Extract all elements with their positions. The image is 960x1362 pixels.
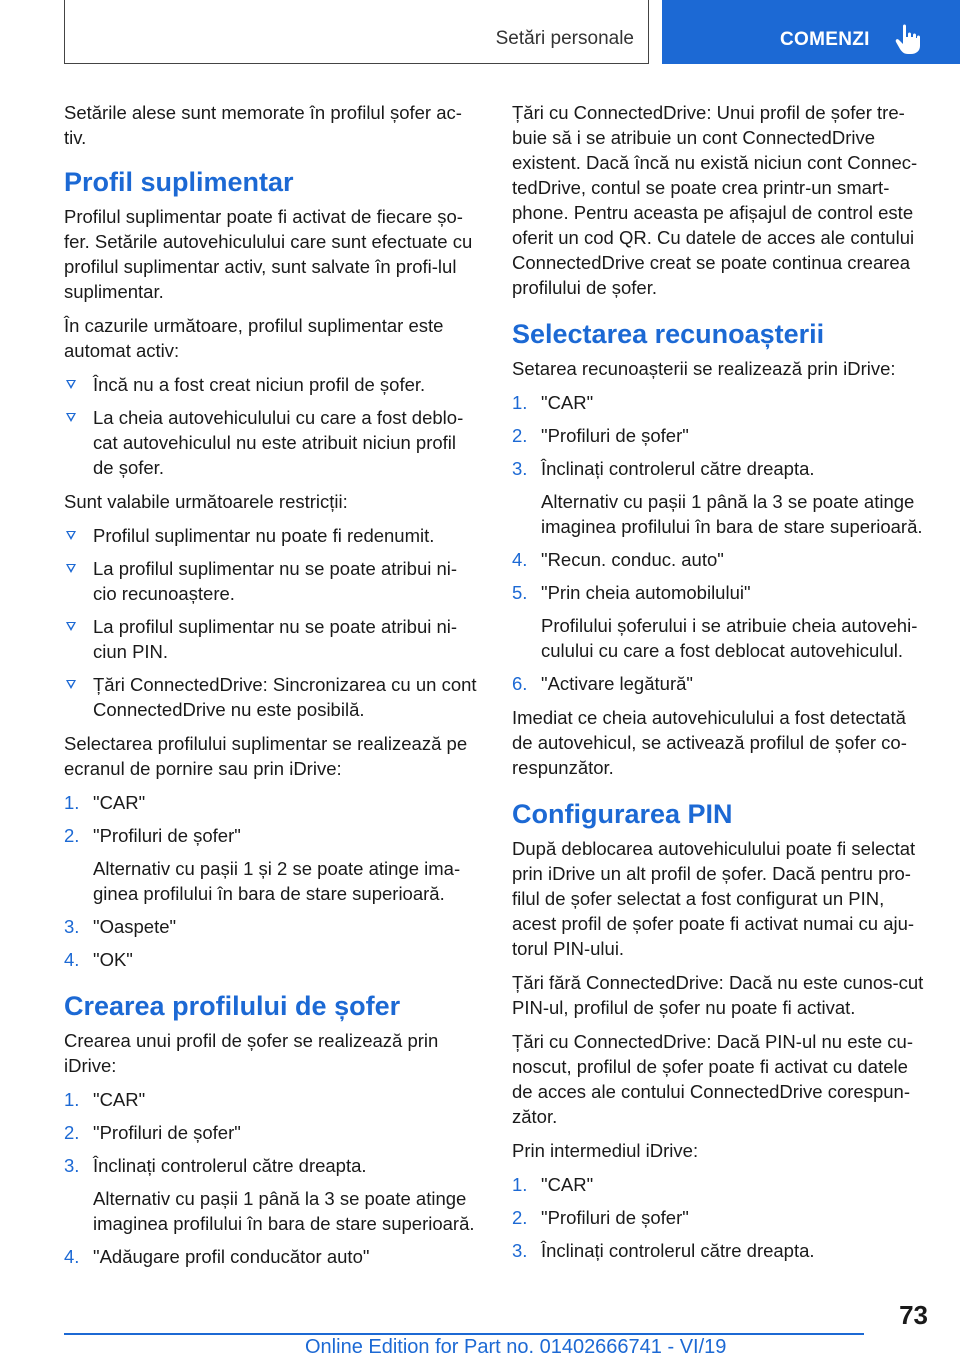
- step-text: "Oaspete": [93, 916, 177, 937]
- heading-profil-suplimentar: Profil suplimentar: [64, 167, 294, 197]
- step-text: "Profiluri de șofer": [93, 1122, 241, 1143]
- paragraph: După deblocarea autovehiculului poate fi selectat prin iDrive un alt profil de șofer. Dacă pentru pro-filul de șofer selectat a fost configurat un PIN, acest profil de șofer poate fi activat numai cu aju-torul PIN-ului.: [512, 838, 916, 959]
- triangle-bullet-icon: [66, 531, 76, 540]
- section-title: Setări personale: [495, 28, 634, 49]
- list-item: [64, 372, 478, 397]
- step-number: 4.: [64, 1246, 80, 1267]
- step-number: 2.: [512, 1207, 528, 1228]
- step-item: [512, 1238, 928, 1263]
- step-item: [512, 423, 928, 448]
- list-item: [64, 614, 478, 664]
- paragraph: Profilul suplimentar poate fi activat de fiecare șo-fer. Setările autovehiculului care sunt efectuate cu profilul suplimentar activ, sunt salvate în profi-lul suplimentar.: [64, 206, 473, 302]
- list-item: [64, 672, 478, 722]
- step-text: "Recun. conduc. auto": [541, 549, 724, 570]
- step-number: 2.: [512, 425, 528, 446]
- list-item: [64, 405, 478, 480]
- heading-crearea-profilului: Crearea profilului de șofer: [64, 991, 401, 1021]
- step-note: Alternativ cu pașii 1 până la 3 se poate atinge imaginea profilului în bara de stare superioară.: [93, 1188, 475, 1234]
- step-list: [512, 1172, 928, 1263]
- step-number: 3.: [64, 1155, 80, 1176]
- paragraph: Selectarea profilului suplimentar se realizează pe ecranul de pornire sau prin iDrive:: [64, 733, 468, 779]
- step-number: 4.: [64, 949, 80, 970]
- list-item-text: La cheia autovehiculului cu care a fost deblo-cat autovehiculul nu este atribuit niciun profil de șofer.: [93, 407, 464, 478]
- paragraph: În cazurile următoare, profilul suplimentar este automat activ:: [64, 315, 444, 361]
- list-item-text: Profilul suplimentar nu poate fi redenumit.: [93, 525, 435, 546]
- step-number: 1.: [64, 792, 80, 813]
- step-text: Înclinați controlerul către dreapta.: [93, 1155, 367, 1176]
- step-text: "CAR": [541, 1174, 594, 1195]
- heading-selectarea-recunoasterii: Selectarea recunoașterii: [512, 319, 825, 349]
- step-note: Alternativ cu pașii 1 până la 3 se poate atinge imaginea profilului în bara de stare superioară.: [541, 491, 923, 537]
- footer-divider: [64, 1333, 864, 1335]
- step-item: [512, 671, 928, 696]
- step-text: "Activare legătură": [541, 673, 693, 694]
- step-list: [64, 790, 478, 972]
- step-list: [64, 1087, 478, 1269]
- paragraph: Prin intermediul iDrive:: [512, 1140, 699, 1161]
- step-item: [512, 1205, 928, 1230]
- triangle-bullet-icon: [66, 564, 76, 573]
- paragraph: Crearea unui profil de șofer se realizează prin iDrive:: [64, 1030, 439, 1076]
- paragraph: Setarea recunoașterii se realizează prin iDrive:: [512, 358, 896, 379]
- paragraph: Țări fără ConnectedDrive: Dacă nu este cunos-cut PIN-ul, profilul de șofer nu poate fi activat.: [512, 972, 924, 1018]
- list-item-text: La profilul suplimentar nu se poate atribui ni-cio recunoaștere.: [93, 558, 458, 604]
- step-item: [64, 914, 478, 939]
- header-tab-comenzi[interactable]: [662, 0, 960, 64]
- footer-edition-text: Online Edition for Part no. 01402666741 - VI/19: [305, 1336, 727, 1358]
- header-title-box: [64, 0, 649, 64]
- triangle-bullet-icon: [66, 622, 76, 631]
- left-column: [64, 100, 478, 1278]
- step-item: [512, 390, 928, 415]
- list-item-text: Încă nu a fost creat niciun profil de șofer.: [93, 374, 426, 395]
- step-text: "Profiluri de șofer": [93, 825, 241, 846]
- step-item: [512, 1172, 928, 1197]
- step-item: [64, 1087, 478, 1112]
- step-item: [64, 1244, 478, 1269]
- step-item: [64, 790, 478, 815]
- step-number: 3.: [64, 916, 80, 937]
- list-item: [64, 523, 478, 548]
- intro-paragraph: Setările alese sunt memorate în profilul șofer ac-tiv.: [64, 102, 462, 148]
- step-item: [512, 547, 928, 572]
- step-text: "Prin cheia automobilului": [541, 582, 751, 603]
- step-text: Înclinați controlerul către dreapta.: [541, 458, 815, 479]
- step-number: 5.: [512, 582, 528, 603]
- step-text: "Profiluri de șofer": [541, 1207, 689, 1228]
- paragraph: Imediat ce cheia autovehiculului a fost detectată de autovehicul, se activează profilul de șofer co-respunzător.: [512, 707, 907, 778]
- triangle-bullet-icon: [66, 413, 76, 422]
- triangle-bullet-icon: [66, 380, 76, 389]
- step-list: [512, 390, 928, 696]
- step-text: Înclinați controlerul către dreapta.: [541, 1240, 815, 1261]
- hand-pointer-icon: [894, 22, 924, 56]
- paragraph: Sunt valabile următoarele restricții:: [64, 491, 348, 512]
- triangle-bullet-icon: [66, 680, 76, 689]
- step-item: [512, 456, 928, 539]
- step-text: "CAR": [93, 792, 146, 813]
- step-number: 1.: [512, 1174, 528, 1195]
- step-item: [64, 1120, 478, 1145]
- step-number: 3.: [512, 458, 528, 479]
- right-column: [512, 100, 928, 1272]
- step-note: Alternativ cu pașii 1 și 2 se poate atinge ima-ginea profilului în bara de stare superioară.: [93, 858, 461, 904]
- step-number: 1.: [64, 1089, 80, 1110]
- step-number: 2.: [64, 1122, 80, 1143]
- step-number: 4.: [512, 549, 528, 570]
- header-tab-label: COMENZI: [780, 29, 870, 50]
- step-number: 2.: [64, 825, 80, 846]
- step-item: [512, 580, 928, 663]
- step-number: 1.: [512, 392, 528, 413]
- step-text: "OK": [93, 949, 133, 970]
- heading-configurarea-pin: Configurarea PIN: [512, 799, 733, 829]
- step-text: "Adăugare profil conducător auto": [93, 1246, 370, 1267]
- step-number: 6.: [512, 673, 528, 694]
- step-item: [64, 1153, 478, 1236]
- step-text: "CAR": [93, 1089, 146, 1110]
- bullet-list: [64, 372, 478, 480]
- paragraph: Țări cu ConnectedDrive: Dacă PIN-ul nu este cu-noscut, profilul de șofer poate fi activat cu datele de acces ale contului ConnectedDrive corespun-zător.: [512, 1031, 914, 1127]
- bullet-list: [64, 523, 478, 722]
- intro-paragraph: Țări cu ConnectedDrive: Unui profil de șofer tre-buie să i se atribuie un cont ConnectedDrive existent. Dacă încă nu există niciun cont Connec-tedDrive, contul se poate crea printr-un smart-phone. Pentru aceasta pe afișajul de control este oferit un cod QR. Cu datele de acces ale contului ConnectedDrive creat se poate continua crearea profilului de șofer.: [512, 102, 918, 298]
- list-item-text: La profilul suplimentar nu se poate atribui ni-ciun PIN.: [93, 616, 458, 662]
- step-text: "CAR": [541, 392, 594, 413]
- step-text: "Profiluri de șofer": [541, 425, 689, 446]
- list-item-text: Țări ConnectedDrive: Sincronizarea cu un cont ConnectedDrive nu este posibilă.: [93, 674, 477, 720]
- step-number: 3.: [512, 1240, 528, 1261]
- step-item: [64, 947, 478, 972]
- list-item: [64, 556, 478, 606]
- step-item: [64, 823, 478, 906]
- step-note: Profilului șoferului i se atribuie cheia autovehi-culului cu care a fost deblocat autovehiculul.: [541, 615, 918, 661]
- page-number: 73: [899, 1300, 928, 1330]
